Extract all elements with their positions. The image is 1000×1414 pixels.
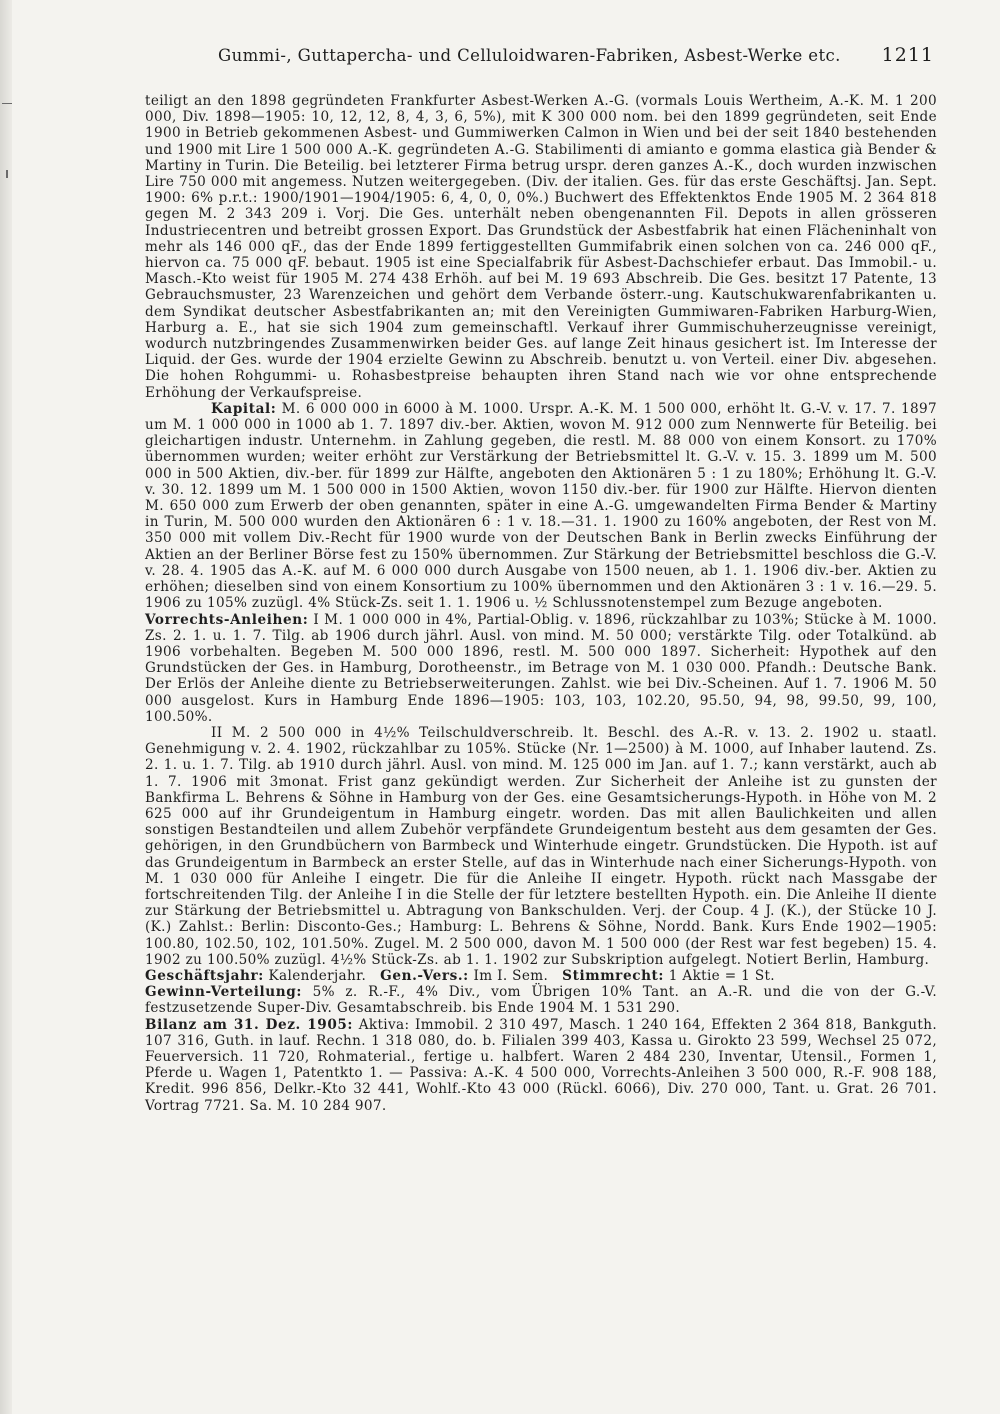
running-head — [218, 46, 934, 72]
anleihen-1-text: I M. 1 000 000 in 4%, Partial-Oblig. v. 1896, rückzahlbar zu 103%; Stücke à M. 1000. Zs. 2. 1. u. 1. 7. Tilg. ab 1906 durch jährl. Ausl. von mind. M. 50 000; verstärkte Tilg. oder Totalkünd. ab 1906 vorbehalten. Begeben M. 500 000 1896, restl. M. 500 000 1897. Sicherheit: Hypothek auf den Grundstücken der Ges. in Hamburg, Dorotheenstr., im Betrage von M. 1 030 000. Pfandh.: Deutsche Bank. Der Erlös der Anleihe diente zu Betriebserweiterungen. Zahlst. wie bei Div.-Scheinen. Auf 1. 7. 1906 M. 50 000 ausgelost. Kurs in Hamburg Ende 1896—1905: 103, 103, 102.20, 95.50, 94, 98, 99.50, 99, 100, 100.50%. — [145, 611, 937, 725]
gewinn-paragraph — [145, 984, 937, 1016]
gj-text: Kalenderjahr. — [268, 967, 367, 984]
bilanz-text: Aktiva: Immobil. 2 310 497, Masch. 1 240 164, Effekten 2 364 818, Bankguth. 107 316, Guth. in lauf. Rechn. 1 318 080, do. b. Filialen 399 403, Kassa u. Girokto 23 599, Wechsel 25 072, Feuerversich. 11 720, Rohmaterial., fertige u. halbfert. Waren 2 484 230, Inventar, Utensil., Formen 1, Pferde u. Wagen 1, Patentkto 1. — Passiva: A.-K. 4 500 000, Vorrechts-Anleihen 3 500 000, R.-F. 908 188, Kredit. 996 856, Delkr.-Kto 32 441, Wohlf.-Kto 43 000 (Rückl. 6066), Div. 270 000, Tant. u. Grat. 26 701. Vortrag 7721. Sa. M. 10 284 907. — [145, 1016, 938, 1114]
kapital-text: M. 6 000 000 in 6000 à M. 1000. Urspr. A.-K. M. 1 500 000, erhöht lt. G.-V. v. 17. 7. 1897 um M. 1 000 000 in 1000 ab 1. 7. 1897 div.-ber. Aktien, wovon M. 912 000 zum Nennwerte für Beteilig. bei gleichartigen industr. Unternehm. in Zahlung gegeben, die restl. M. 88 000 von einem Konsort. zu 170% übernommen wurden; weiter erhöht zur Verstärkung der Betriebsmittel lt. G.-V. v. 15. 3. 1899 um M. 500 000 in 500 Aktien, div.-ber. für 1899 zur Hälfte, angeboten den Aktionären 5 : 1 zu 180%; Erhöhung lt. G.-V. v. 30. 12. 1899 um M. 1 500 000 in 1500 Aktien, wovon 1150 div.-ber. für 1900 zur Hälfte. Hiervon dienten M. 650 000 zum Erwerb der oben genannten, später in eine A.-G. umgewandelten Firma Bender & Martiny in Turin, M. 500 000 wurden den Aktionären 6 : 1 v. 18.—31. 1. 1900 zu 160% angeboten, der Rest von M. 350 000 mit vollem Div.-Recht für 1900 wurde von der Deutschen Bank in Berlin zwecks Einführung der Aktien an der Berliner Börse fest zu 150% übernommen. Zur Stärkung der Betriebsmittel beschloss die G.-V. v. 28. 4. 1905 das A.-K. auf M. 6 000 000 durch Ausgabe von 1500 neuen, ab 1. 1. 1906 div.-ber. Aktien zu erhöhen; dieselben sind von einem Konsortium zu 100% übernommen und den Aktionären 3 : 1 v. 16.—29. 5. 1906 zu 105% zuzügl. 4% Stück-Zs. seit 1. 1. 1906 u. ½ Schlussnotenstempel zum Bezuge angeboten. — [145, 400, 937, 612]
meta-line — [145, 968, 937, 984]
gv-text: Im I. Sem. — [473, 967, 549, 984]
stimm-text: 1 Aktie = 1 St. — [668, 967, 775, 984]
stimm-label: Stimmrecht: — [562, 967, 665, 984]
kapital-label: Kapital: — [211, 400, 277, 417]
intro-paragraph: teiligt an den 1898 gegründeten Frankfurter Asbest-Werken A.-G. (vormals Louis Wertheim, A.-K. M. 1 200 000, Div. 1898—1905: 10, 12, 12, 8, 4, 3, 6, 5%), mit K 300 000 nom. bei den 1899 gegründeten, seit Ende 1900 in Betrieb gekommenen Asbest- und Gummiwerken Calmon in Wien und bei der seit 1840 bestehenden und 1900 mit Lire 1 500 000 A.-K. gegründeten A.-G. Stabilimenti di amianto e gomma elastica già Bender & Martiny in Turin. Die Beteilig. bei letzterer Firma betrug urspr. deren ganzes A.-K., doch wurden inzwischen Lire 750 000 mit angemess. Nutzen weitergegeben. (Div. der italien. Ges. für das erste Geschäftsj. Jan. Sept. 1900: 6% p.r.t.: 1900/1901—1904/1905: 6, 4, 0, 0, 0%.) Buchwert des Effektenktos Ende 1905 M. 2 364 818 gegen M. 2 343 209 i. Vorj. Die Ges. unterhält neben obengenannten Fil. Depots in allen grösseren Industriecentren und betreibt grossen Export. Das Grundstück der Asbestfabrik hat einen Flächeninhalt von mehr als 146 000 qF., das der Ende 1899 fertiggestellten Gummifabrik einen solchen von ca. 246 000 qF., hiervon ca. 75 000 qF. bebaut. 1905 ist eine Specialfabrik für Asbest-Dachschiefer erbaut. Das Immobil.- u. Masch.-Kto weist für 1905 M. 274 438 Erhöh. auf bei M. 19 693 Abschreib. Die Ges. besitzt 17 Patente, 13 Gebrauchsmuster, 23 Warenzeichen und gehört dem Verbande österr.-ung. Kautschukwarenfabrikanten u. dem Syndikat deutscher Asbestfabrikanten an; mit den Vereinigten Gummiwaren-Fabriken Harburg-Wien, Harburg a. E., hat sie sich 1904 zum gemeinschaftl. Verkauf ihrer Gummischuherzeugnisse vereinigt, wodurch nutzbringendes Zusammenwirken beider Ges. auf lange Zeit hinaus gesichert ist. Im Interesse der Liquid. der Ges. wurde der 1904 erzielte Gewinn zu Abschreib. benutzt u. von Verteil. einer Div. abgesehen. Die hohen Rohgummi- u. Rohasbestpreise behaupten ihren Stand nach wie vor ohne entsprechende Erhöhung der Verkaufspreise. — [145, 93, 937, 401]
page-number: 1211 — [881, 44, 934, 66]
anleihen-paragraph — [145, 612, 937, 725]
gj-label: Geschäftsjahr: — [145, 967, 264, 984]
kapital-paragraph — [145, 401, 937, 612]
bilanz-paragraph — [145, 1017, 937, 1114]
bilanz-label: Bilanz am 31. Dez. 1905: — [145, 1016, 354, 1033]
anleihen-label: Vorrechts-Anleihen: — [145, 611, 309, 628]
gewinn-text: 5% z. R.-F., 4% Div., vom Übrigen 10% Tant. an A.-R. und die von der G.-V. festzusetzende Super-Div. Gesamtabschreib. bis Ende 1904 M. 1 531 290. — [145, 984, 937, 1017]
body-text — [145, 93, 937, 1114]
running-head-title: Gummi-, Guttapercha- und Celluloidwaren-Fabriken, Asbest-Werke etc. — [218, 46, 841, 65]
gewinn-label: Gewinn-Verteilung: — [145, 984, 302, 1001]
book-spine-shadow — [0, 0, 12, 1414]
gv-label: Gen.-Vers.: — [380, 967, 469, 984]
margin-mark — [2, 103, 12, 104]
anleihen-2-paragraph: II M. 2 500 000 in 4½% Teilschuldverschreib. lt. Beschl. des A.-R. v. 13. 2. 1902 u. staatl. Genehmigung v. 2. 4. 1902, rückzahlbar zu 105%. Stücke (Nr. 1—2500) à M. 1000, auf Inhaber lautend. Zs. 2. 1. u. 1. 7. Tilg. ab 1910 durch jährl. Ausl. von mind. M. 125 000 im Jan. auf 1. 7.; kann verstärkt, auch ab 1. 7. 1906 mit 3monat. Frist ganz gekündigt werden. Zur Sicherheit der Anleihe ist zu gunsten der Bankfirma L. Behrens & Söhne in Hamburg von der Ges. eine Gesamtsicherungs-Hypoth. in Höhe von M. 2 625 000 auf ihr Grundeigentum in Hamburg eingetr. worden. Das mit allen Baulichkeiten und allen sonstigen Bestandteilen und allem Zubehör verpfändete Grundeigentum besteht aus dem gesamten der Ges. gehörigen, in den Grundbüchern von Barmbeck und Winterhude eingetr. Grundstücken. Die Hypoth. ist auf das Grundeigentum in Barmbeck an erster Stelle, auf das in Winterhude nach einer Sicherungs-Hypoth. von M. 1 030 000 für Anleihe I eingetr. Die für die Anleihe II eingetr. Hypoth. rückt nach Massgabe der fortschreitenden Tilg. der Anleihe I in die Stelle der für letztere bestellten Hypoth. ein. Die Anleihe II diente zur Stärkung der Betriebsmittel u. Abtragung von Bankschulden. Verj. der Coup. 4 J. (K.), der Stücke 10 J. (K.) Zahlst.: Berlin: Disconto-Ges.; Hamburg: L. Behrens & Söhne, Nordd. Bank. Kurs Ende 1902—1905: 100.80, 102.50, 102, 101.50%. Zugel. M. 2 500 000, davon M. 1 500 000 (der Rest war fest begeben) 15. 4. 1902 zu 100.50% zuzügl. 4½% Stück-Zs. ab 1. 1. 1902 zur Subskription aufgelegt. Notiert Berlin, Hamburg. — [145, 724, 937, 968]
margin-mark — [6, 170, 8, 178]
